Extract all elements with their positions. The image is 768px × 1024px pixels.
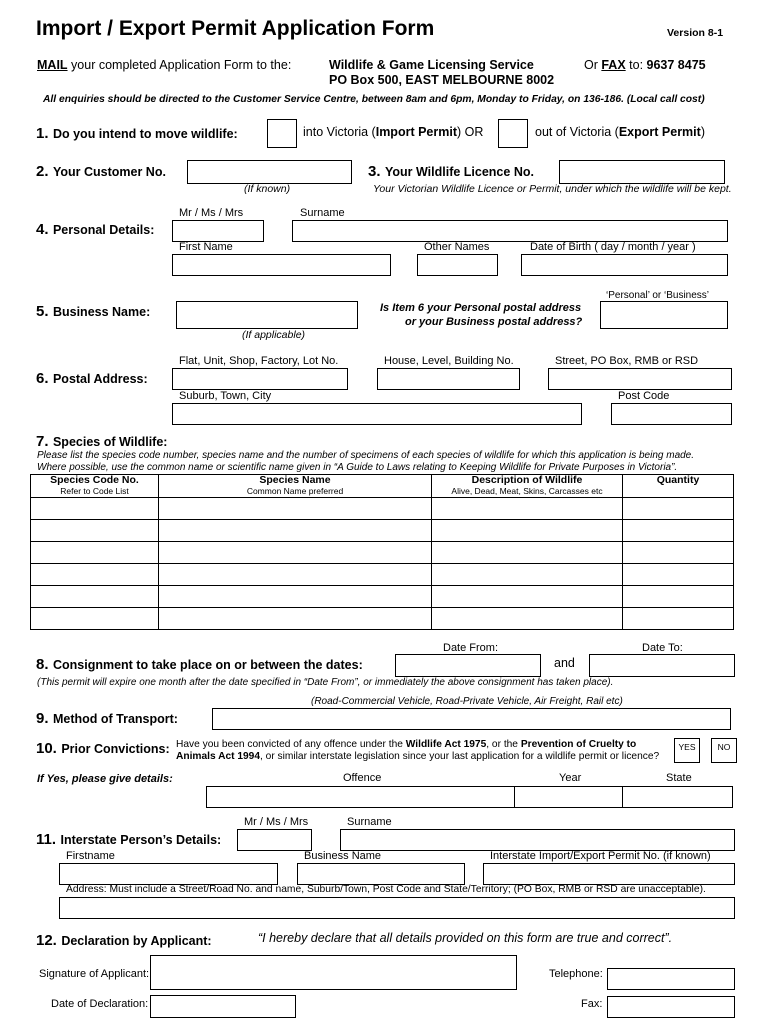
q7-label [36,433,167,451]
table-row [31,542,734,564]
q9-label [36,710,178,728]
enquiries-note: All enquiries should be directed to the Customer Service Centre, between 8am and 6pm, Monday to Friday, on 136-186. (Local call cost) [43,94,705,105]
and-label: and [554,656,575,670]
convictions-question-1 [176,739,636,750]
q8-text: Consignment to take place on or between the dates: [52,658,363,672]
fax-input[interactable] [607,996,735,1018]
import-permit-checkbox[interactable] [267,119,297,148]
title-input[interactable] [172,220,264,242]
export-post: ) [700,125,705,139]
date-from-caption: Date From: [443,642,499,654]
business-caption: Business Name [304,850,382,862]
address-type-input[interactable] [600,301,728,329]
column-header [159,475,432,498]
import-pre: into Victoria ( [303,125,376,139]
postcode-input[interactable] [611,403,732,425]
year-input[interactable] [514,786,623,808]
flat-input[interactable] [172,368,348,390]
fax-caption: Fax: [581,998,603,1010]
interstate-address-caption: Address: Must include a Street/Road No. and name, Suburb/Town, Post Code and State/Territory; (PO Box, RMB or RSD are unacceptable). [66,884,706,895]
q3-number: 3. [368,163,381,180]
permit-expiry-note: (This permit will expire one month after the date specified in “Date From”, or immediately the above consignment has taken place). [37,677,614,688]
table-cell[interactable] [159,564,432,586]
cq-b: Wildlife Act 1975 [405,739,487,750]
date-to-caption: Date To: [642,642,683,654]
q4-text: Personal Details: [52,223,155,237]
table-cell[interactable] [159,542,432,564]
column-sub: Common Name preferred [246,486,344,496]
convictions-question-2 [176,751,659,762]
q10-label [36,740,170,758]
transport-method-input[interactable] [212,708,731,730]
service-address: PO Box 500, EAST MELBOURNE 8002 [329,73,555,87]
if-yes-label: If Yes, please give details: [37,773,173,785]
q6-label [36,370,148,388]
mail-word: MAIL [37,58,68,72]
table-cell[interactable] [159,586,432,608]
table-cell[interactable] [159,520,432,542]
q12-text: Declaration by Applicant: [61,934,212,948]
wildlife-licence-input[interactable] [559,160,725,184]
q9-text: Method of Transport: [52,712,178,726]
table-cell[interactable] [159,498,432,520]
first-name-input[interactable] [172,254,391,276]
q5-text: Business Name: [52,305,151,319]
table-row [31,520,734,542]
column-title: Species Name [259,474,331,486]
table-cell[interactable] [432,608,623,630]
service-name: Wildlife & Game Licensing Service [329,58,534,72]
q12-number: 12. [36,932,57,949]
column-title: Species Code No. [50,474,139,486]
mail-rest: your completed Application Form to the: [67,58,292,72]
table-cell[interactable] [432,520,623,542]
version-label: Version 8-1 [667,27,724,39]
table-row [31,498,734,520]
interstate-firstname-input[interactable] [59,863,278,885]
title-caption: Mr / Ms / Mrs [179,207,244,219]
q12-label [36,932,212,950]
business-name-input[interactable] [176,301,358,329]
cq-d: Prevention of Cruelty to [520,739,637,750]
q5-number: 5. [36,303,49,320]
first-name-caption: First Name [179,241,233,253]
table-cell[interactable] [31,498,159,520]
q8-label [36,656,363,674]
postcode-caption: Post Code [618,390,670,402]
q11-text: Interstate Person’s Details: [60,833,222,847]
q4-label [36,221,154,239]
telephone-input[interactable] [607,968,735,990]
no-checkbox[interactable]: NO [711,738,737,763]
declaration-date-caption: Date of Declaration: [51,998,149,1010]
import-post: ) OR [456,125,484,139]
suburb-caption: Suburb, Town, City [179,390,272,402]
cq-c: , or the [486,739,521,750]
cq-a: Have you been convicted of any offence under the [176,739,406,750]
table-cell[interactable] [623,520,734,542]
table-cell[interactable] [623,498,734,520]
column-sub: Refer to Code List [60,486,129,496]
interstate-surname-input[interactable] [340,829,735,851]
fax-number: 9637 8475 [646,58,706,72]
telephone-caption: Telephone: [549,968,603,980]
house-input[interactable] [377,368,520,390]
q6-text: Postal Address: [52,372,148,386]
other-names-input[interactable] [417,254,498,276]
q7-text: Species of Wildlife: [52,435,168,449]
fax-to: to: [625,58,647,72]
signature-caption: Signature of Applicant: [39,968,150,980]
q8-number: 8. [36,656,49,673]
other-names-caption: Other Names [424,241,490,253]
date-to-input[interactable] [589,654,735,677]
species-table-header [31,475,734,498]
customer-number-hint: (If known) [244,183,291,195]
q3-label [368,163,534,181]
interstate-address-input[interactable] [59,897,735,919]
export-pre: out of Victoria ( [535,125,619,139]
q4-number: 4. [36,221,49,238]
fax-instruction [584,58,706,72]
permit-caption: Interstate Import/Export Permit No. (if known) [490,850,711,862]
species-instruction-1: Please list the species code number, species name and the number of specimens of each species of wildlife for which this application is being made. [37,450,695,461]
species-table [30,474,734,630]
interstate-title-input[interactable] [237,829,312,851]
table-cell[interactable] [31,542,159,564]
transport-hint: (Road-Commercial Vehicle, Road-Private Vehicle, Air Freight, Rail etc) [311,696,623,707]
street-input[interactable] [548,368,732,390]
table-cell[interactable] [159,608,432,630]
q11-number: 11. [36,831,57,848]
interstate-title-caption: Mr / Ms / Mrs [244,816,309,828]
fax-word: FAX [601,58,626,72]
wildlife-licence-hint: Your Victorian Wildlife Licence or Permit, under which the wildlife will be kept. [373,183,732,195]
q11-label [36,831,221,849]
q10-text: Prior Convictions: [61,742,170,756]
q2-number: 2. [36,163,49,180]
table-cell[interactable] [623,586,734,608]
import-option [303,125,483,139]
flat-caption: Flat, Unit, Shop, Factory, Lot No. [179,355,339,367]
export-bold: Export Permit [618,125,701,139]
import-bold: Import Permit [375,125,457,139]
declaration-quote: “I hereby declare that all details provided on this form are true and correct”. [258,931,673,945]
dob-input[interactable] [521,254,728,276]
column-title: Quantity [656,474,700,486]
q7-number: 7. [36,433,49,450]
table-cell[interactable] [432,542,623,564]
table-row [31,564,734,586]
table-cell[interactable] [432,564,623,586]
column-sub: Alive, Dead, Meat, Skins, Carcasses etc [451,486,603,496]
date-from-input[interactable] [395,654,541,677]
q1-number: 1. [36,125,49,142]
firstname-caption: Firstname [66,850,115,862]
dob-caption: Date of Birth ( day / month / year ) [530,241,696,253]
q2-label [36,163,166,181]
q5-label [36,303,150,321]
q1-label [36,125,238,143]
street-caption: Street, PO Box, RMB or RSD [555,355,699,367]
state-input[interactable] [622,786,733,808]
table-cell[interactable] [623,608,734,630]
q6-number: 6. [36,370,49,387]
table-cell[interactable] [31,520,159,542]
page-title: Import / Export Permit Application Form [36,17,435,40]
table-cell[interactable] [623,564,734,586]
q2-text: Your Customer No. [52,165,166,179]
column-header [623,475,734,498]
table-row [31,586,734,608]
offence-input[interactable] [206,786,515,808]
surname-input[interactable] [292,220,728,242]
column-header [31,475,159,498]
q1-text: Do you intend to move wildlife: [52,127,238,141]
address-type-question-2: or your Business postal address? [405,316,583,328]
interstate-permit-input[interactable] [483,863,735,885]
export-permit-checkbox[interactable] [498,119,528,148]
yes-checkbox[interactable]: YES [674,738,700,763]
personal-business-hint: ‘Personal’ or ‘Business’ [606,290,710,301]
or-label: Or [584,58,602,72]
cq-f: , or similar interstate legislation since your last application for a wildlife permit or licence? [260,751,660,762]
year-caption: Year [559,772,582,784]
table-cell[interactable] [623,542,734,564]
signature-field[interactable] [150,955,517,990]
species-instruction-2: Where possible, use the common name or scientific name given in “A Guide to Laws relating to Keeping Wildlife for Private Purposes in Victoria”. [37,462,678,473]
column-title: Description of Wildlife [471,474,583,486]
interstate-business-input[interactable] [297,863,465,885]
state-caption: State [666,772,692,784]
house-caption: House, Level, Building No. [384,355,514,367]
cq-e: Animals Act 1994 [176,751,260,762]
offence-caption: Offence [343,772,382,784]
table-cell[interactable] [432,586,623,608]
export-option [535,125,705,139]
interstate-surname-caption: Surname [347,816,392,828]
mail-instruction [37,58,291,72]
suburb-input[interactable] [172,403,582,425]
q3-text: Your Wildlife Licence No. [384,165,534,179]
address-type-question-1: Is Item 6 your Personal postal address [380,302,582,314]
table-cell[interactable] [432,498,623,520]
q10-number: 10. [36,740,57,757]
table-cell[interactable] [31,564,159,586]
q9-number: 9. [36,710,49,727]
column-header [432,475,623,498]
business-name-hint: (If applicable) [242,329,306,341]
declaration-date-input[interactable] [150,995,296,1018]
customer-number-input[interactable] [187,160,352,184]
table-cell[interactable] [31,586,159,608]
table-row [31,608,734,630]
table-cell[interactable] [31,608,159,630]
surname-caption: Surname [300,207,345,219]
